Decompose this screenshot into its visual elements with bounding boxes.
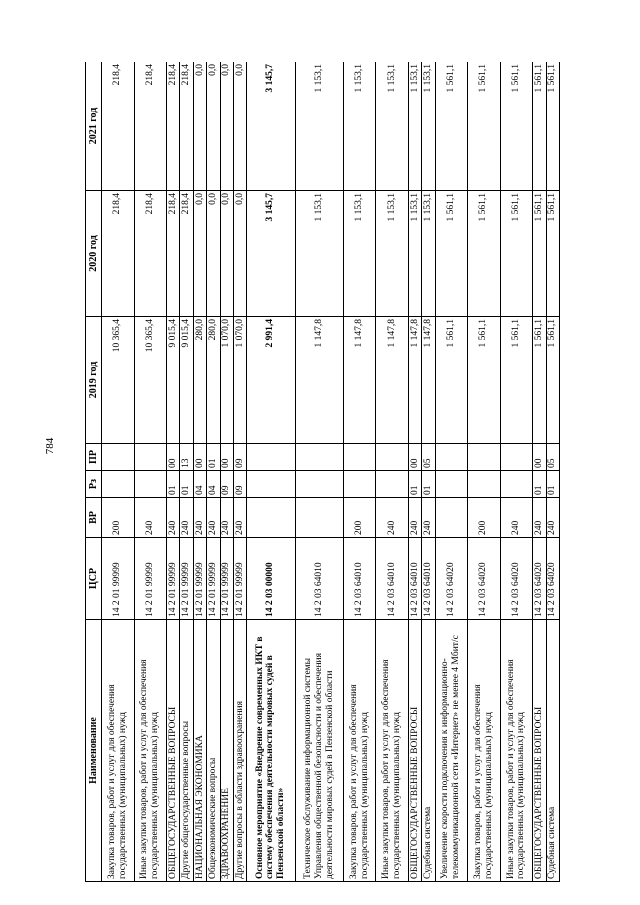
- row-rz-cell: [500, 471, 533, 498]
- row-vr-cell: 240: [422, 498, 435, 538]
- row-pr-cell: [468, 444, 501, 471]
- row-csr-cell: 14 2 03 64020: [468, 538, 501, 620]
- row-rz-cell: [343, 471, 376, 498]
- row-csr-cell: 14 2 03 64010: [376, 538, 409, 620]
- row-pr-cell: [247, 444, 295, 471]
- row-2021-cell: 1 561,1: [533, 62, 546, 191]
- row-2019-cell: 1 147,8: [422, 317, 435, 444]
- row-pr-cell: [102, 444, 135, 471]
- row-2019-cell: 280,0: [207, 317, 220, 444]
- row-2021-cell: 1 153,1: [408, 62, 421, 191]
- row-pr-cell: 13: [180, 444, 193, 471]
- row-2021-cell: 218,4: [180, 62, 193, 191]
- table-row: [435, 62, 468, 882]
- table-row: [468, 62, 501, 882]
- row-csr-cell: 14 2 01 99999: [233, 538, 246, 620]
- row-2020-cell: 1 153,1: [343, 191, 376, 317]
- row-rz-cell: 01: [167, 471, 180, 498]
- row-2020-cell: 218,4: [134, 191, 167, 317]
- table-row: [220, 62, 233, 882]
- row-pr-cell: 00: [220, 444, 233, 471]
- table-row: [207, 62, 220, 882]
- table-row: [533, 62, 546, 882]
- row-rz-cell: 01: [533, 471, 546, 498]
- row-vr-cell: 240: [533, 498, 546, 538]
- table-row: [295, 62, 343, 882]
- row-2021-cell: 1 561,1: [500, 62, 533, 191]
- row-2020-cell: 218,4: [167, 191, 180, 317]
- row-name-cell: ОБЩЕГОСУДАРСТВЕННЫЕ ВОПРОСЫ: [408, 620, 421, 882]
- row-name-cell: Увеличение скорости подключения к информационно-телекоммуникационной сети «Интернет» не менее 4 Мбит/с: [435, 620, 468, 882]
- row-2021-cell: 218,4: [102, 62, 135, 191]
- row-pr-cell: 00: [408, 444, 421, 471]
- header-rz: Рз: [86, 471, 102, 498]
- row-name-cell: Судебная система: [546, 620, 559, 882]
- row-2019-cell: 1 070,0: [220, 317, 233, 444]
- row-name-cell: Другие общегосударственные вопросы: [180, 620, 193, 882]
- row-2021-cell: 1 561,1: [546, 62, 559, 191]
- row-2019-cell: 9 015,4: [167, 317, 180, 444]
- header-csr: ЦСР: [86, 538, 102, 620]
- row-2020-cell: 218,4: [180, 191, 193, 317]
- header-2021: 2021 год: [86, 62, 102, 191]
- row-2020-cell: 0,0: [233, 191, 246, 317]
- row-2020-cell: 1 561,1: [468, 191, 501, 317]
- row-rz-cell: [247, 471, 295, 498]
- row-2020-cell: 0,0: [220, 191, 233, 317]
- budget-table: [85, 62, 560, 882]
- table-row: [180, 62, 193, 882]
- row-name-cell: Общеэкономические вопросы: [207, 620, 220, 882]
- row-2019-cell: 280,0: [193, 317, 206, 444]
- page-number: 784: [44, 437, 56, 455]
- row-name-cell: Другие вопросы в области здравоохранения: [233, 620, 246, 882]
- row-2019-cell: 1 561,1: [500, 317, 533, 444]
- row-2021-cell: 3 145,7: [247, 62, 295, 191]
- row-name-cell: ОБЩЕГОСУДАРСТВЕННЫЕ ВОПРОСЫ: [167, 620, 180, 882]
- row-2020-cell: 1 153,1: [376, 191, 409, 317]
- row-name-cell: НАЦИОНАЛЬНАЯ ЭКОНОМИКА: [193, 620, 206, 882]
- row-2019-cell: 10 365,4: [134, 317, 167, 444]
- table-row: [343, 62, 376, 882]
- row-2019-cell: 10 365,4: [102, 317, 135, 444]
- row-pr-cell: 00: [167, 444, 180, 471]
- row-vr-cell: 200: [468, 498, 501, 538]
- row-vr-cell: 240: [220, 498, 233, 538]
- row-2020-cell: 1 153,1: [295, 191, 343, 317]
- table-row: [500, 62, 533, 882]
- row-2021-cell: 218,4: [134, 62, 167, 191]
- row-pr-cell: [376, 444, 409, 471]
- row-csr-cell: 14 2 01 99999: [134, 538, 167, 620]
- row-2021-cell: 1 153,1: [343, 62, 376, 191]
- row-2021-cell: 0,0: [207, 62, 220, 191]
- row-2019-cell: 1 147,8: [295, 317, 343, 444]
- row-2021-cell: 1 153,1: [422, 62, 435, 191]
- row-2019-cell: 9 015,4: [180, 317, 193, 444]
- row-2019-cell: 1 561,1: [533, 317, 546, 444]
- row-vr-cell: 200: [343, 498, 376, 538]
- table-row: [193, 62, 206, 882]
- header-vr: ВР: [86, 498, 102, 538]
- row-name-cell: Иные закупки товаров, работ и услуг для обеспечения государственных (муниципальных) нужд: [134, 620, 167, 882]
- row-vr-cell: 240: [134, 498, 167, 538]
- row-vr-cell: 200: [102, 498, 135, 538]
- row-2020-cell: 3 145,7: [247, 191, 295, 317]
- row-2020-cell: 1 153,1: [422, 191, 435, 317]
- row-rz-cell: [468, 471, 501, 498]
- row-2019-cell: 1 561,1: [435, 317, 468, 444]
- rotated-page-area: [85, 62, 560, 882]
- row-name-cell: Техническое обслуживание информационной системы Управления общественной безопасности и обеспечения деятельности мировых судей в Пензенской области: [295, 620, 343, 882]
- row-name-cell: Основное мероприятие «Внедрение современных ИКТ в систему обеспечения деятельности мировых судей в Пензенской области»: [247, 620, 295, 882]
- row-vr-cell: 240: [233, 498, 246, 538]
- row-csr-cell: 14 2 03 64010: [343, 538, 376, 620]
- row-rz-cell: [102, 471, 135, 498]
- row-2020-cell: 1 561,1: [435, 191, 468, 317]
- row-vr-cell: 240: [376, 498, 409, 538]
- row-pr-cell: [295, 444, 343, 471]
- row-pr-cell: 05: [422, 444, 435, 471]
- row-name-cell: Закупка товаров, работ и услуг для обеспечения государственных (муниципальных) нужд: [102, 620, 135, 882]
- row-pr-cell: 00: [533, 444, 546, 471]
- row-vr-cell: 240: [408, 498, 421, 538]
- row-2020-cell: 1 153,1: [408, 191, 421, 317]
- row-csr-cell: 14 2 01 99999: [167, 538, 180, 620]
- row-pr-cell: 05: [546, 444, 559, 471]
- row-2021-cell: 0,0: [220, 62, 233, 191]
- row-csr-cell: 14 2 03 64020: [533, 538, 546, 620]
- row-rz-cell: [435, 471, 468, 498]
- row-pr-cell: [343, 444, 376, 471]
- table-header-row: [86, 62, 102, 882]
- row-csr-cell: 14 2 01 99999: [220, 538, 233, 620]
- table-row: [408, 62, 421, 882]
- row-2020-cell: 218,4: [102, 191, 135, 317]
- header-pr: ПР: [86, 444, 102, 471]
- row-2020-cell: 0,0: [193, 191, 206, 317]
- row-rz-cell: [376, 471, 409, 498]
- row-vr-cell: [295, 498, 343, 538]
- row-name-cell: Иные закупки товаров, работ и услуг для обеспечения государственных (муниципальных) нужд: [376, 620, 409, 882]
- table-row: [102, 62, 135, 882]
- table-row: [376, 62, 409, 882]
- row-2019-cell: 1 147,8: [343, 317, 376, 444]
- row-name-cell: Иные закупки товаров, работ и услуг для обеспечения государственных (муниципальных) нужд: [500, 620, 533, 882]
- row-2020-cell: 1 561,1: [546, 191, 559, 317]
- row-rz-cell: 01: [408, 471, 421, 498]
- row-csr-cell: 14 2 03 64010: [295, 538, 343, 620]
- row-vr-cell: 240: [180, 498, 193, 538]
- row-name-cell: Закупка товаров, работ и услуг для обеспечения государственных (муниципальных) нужд: [468, 620, 501, 882]
- row-rz-cell: 09: [220, 471, 233, 498]
- row-2019-cell: 1 147,8: [376, 317, 409, 444]
- row-csr-cell: 14 2 01 99999: [193, 538, 206, 620]
- table-row: [167, 62, 180, 882]
- row-rz-cell: 04: [193, 471, 206, 498]
- row-2019-cell: 1 070,0: [233, 317, 246, 444]
- row-vr-cell: [247, 498, 295, 538]
- row-rz-cell: [134, 471, 167, 498]
- row-pr-cell: 00: [193, 444, 206, 471]
- table-row: [247, 62, 295, 882]
- row-vr-cell: 240: [167, 498, 180, 538]
- row-vr-cell: 240: [546, 498, 559, 538]
- row-csr-cell: 14 2 03 64010: [422, 538, 435, 620]
- row-2021-cell: 218,4: [167, 62, 180, 191]
- table-row: [422, 62, 435, 882]
- row-vr-cell: 240: [207, 498, 220, 538]
- header-2020: 2020 год: [86, 191, 102, 317]
- row-rz-cell: 01: [180, 471, 193, 498]
- row-2021-cell: 1 561,1: [468, 62, 501, 191]
- row-pr-cell: 09: [233, 444, 246, 471]
- row-vr-cell: 240: [500, 498, 533, 538]
- table-row: [233, 62, 246, 882]
- row-vr-cell: 240: [193, 498, 206, 538]
- row-csr-cell: 14 2 03 64020: [435, 538, 468, 620]
- row-name-cell: Судебная система: [422, 620, 435, 882]
- row-2019-cell: 1 561,1: [468, 317, 501, 444]
- row-2021-cell: 1 153,1: [376, 62, 409, 191]
- row-rz-cell: 01: [422, 471, 435, 498]
- row-csr-cell: 14 2 01 99999: [180, 538, 193, 620]
- row-pr-cell: [435, 444, 468, 471]
- row-2020-cell: 1 561,1: [500, 191, 533, 317]
- row-csr-cell: 14 2 01 99999: [102, 538, 135, 620]
- row-csr-cell: 14 2 03 00000: [247, 538, 295, 620]
- row-2021-cell: 0,0: [233, 62, 246, 191]
- row-csr-cell: 14 2 01 99999: [207, 538, 220, 620]
- header-name: Наименование: [86, 620, 102, 882]
- row-2019-cell: 2 991,4: [247, 317, 295, 444]
- table-row: [134, 62, 167, 882]
- row-rz-cell: 09: [233, 471, 246, 498]
- row-csr-cell: 14 2 03 64020: [546, 538, 559, 620]
- row-2019-cell: 1 147,8: [408, 317, 421, 444]
- row-2021-cell: 1 153,1: [295, 62, 343, 191]
- row-pr-cell: [134, 444, 167, 471]
- row-2021-cell: 0,0: [193, 62, 206, 191]
- row-2020-cell: 0,0: [207, 191, 220, 317]
- row-2020-cell: 1 561,1: [533, 191, 546, 317]
- row-2019-cell: 1 561,1: [546, 317, 559, 444]
- row-rz-cell: 01: [546, 471, 559, 498]
- row-csr-cell: 14 2 03 64010: [408, 538, 421, 620]
- row-2021-cell: 1 561,1: [435, 62, 468, 191]
- row-name-cell: ОБЩЕГОСУДАРСТВЕННЫЕ ВОПРОСЫ: [533, 620, 546, 882]
- row-csr-cell: 14 2 03 64020: [500, 538, 533, 620]
- row-pr-cell: [500, 444, 533, 471]
- row-rz-cell: 04: [207, 471, 220, 498]
- header-2019: 2019 год: [86, 317, 102, 444]
- row-name-cell: ЗДРАВООХРАНЕНИЕ: [220, 620, 233, 882]
- row-vr-cell: [435, 498, 468, 538]
- row-pr-cell: 01: [207, 444, 220, 471]
- row-rz-cell: [295, 471, 343, 498]
- table-row: [546, 62, 559, 882]
- row-name-cell: Закупка товаров, работ и услуг для обеспечения государственных (муниципальных) нужд: [343, 620, 376, 882]
